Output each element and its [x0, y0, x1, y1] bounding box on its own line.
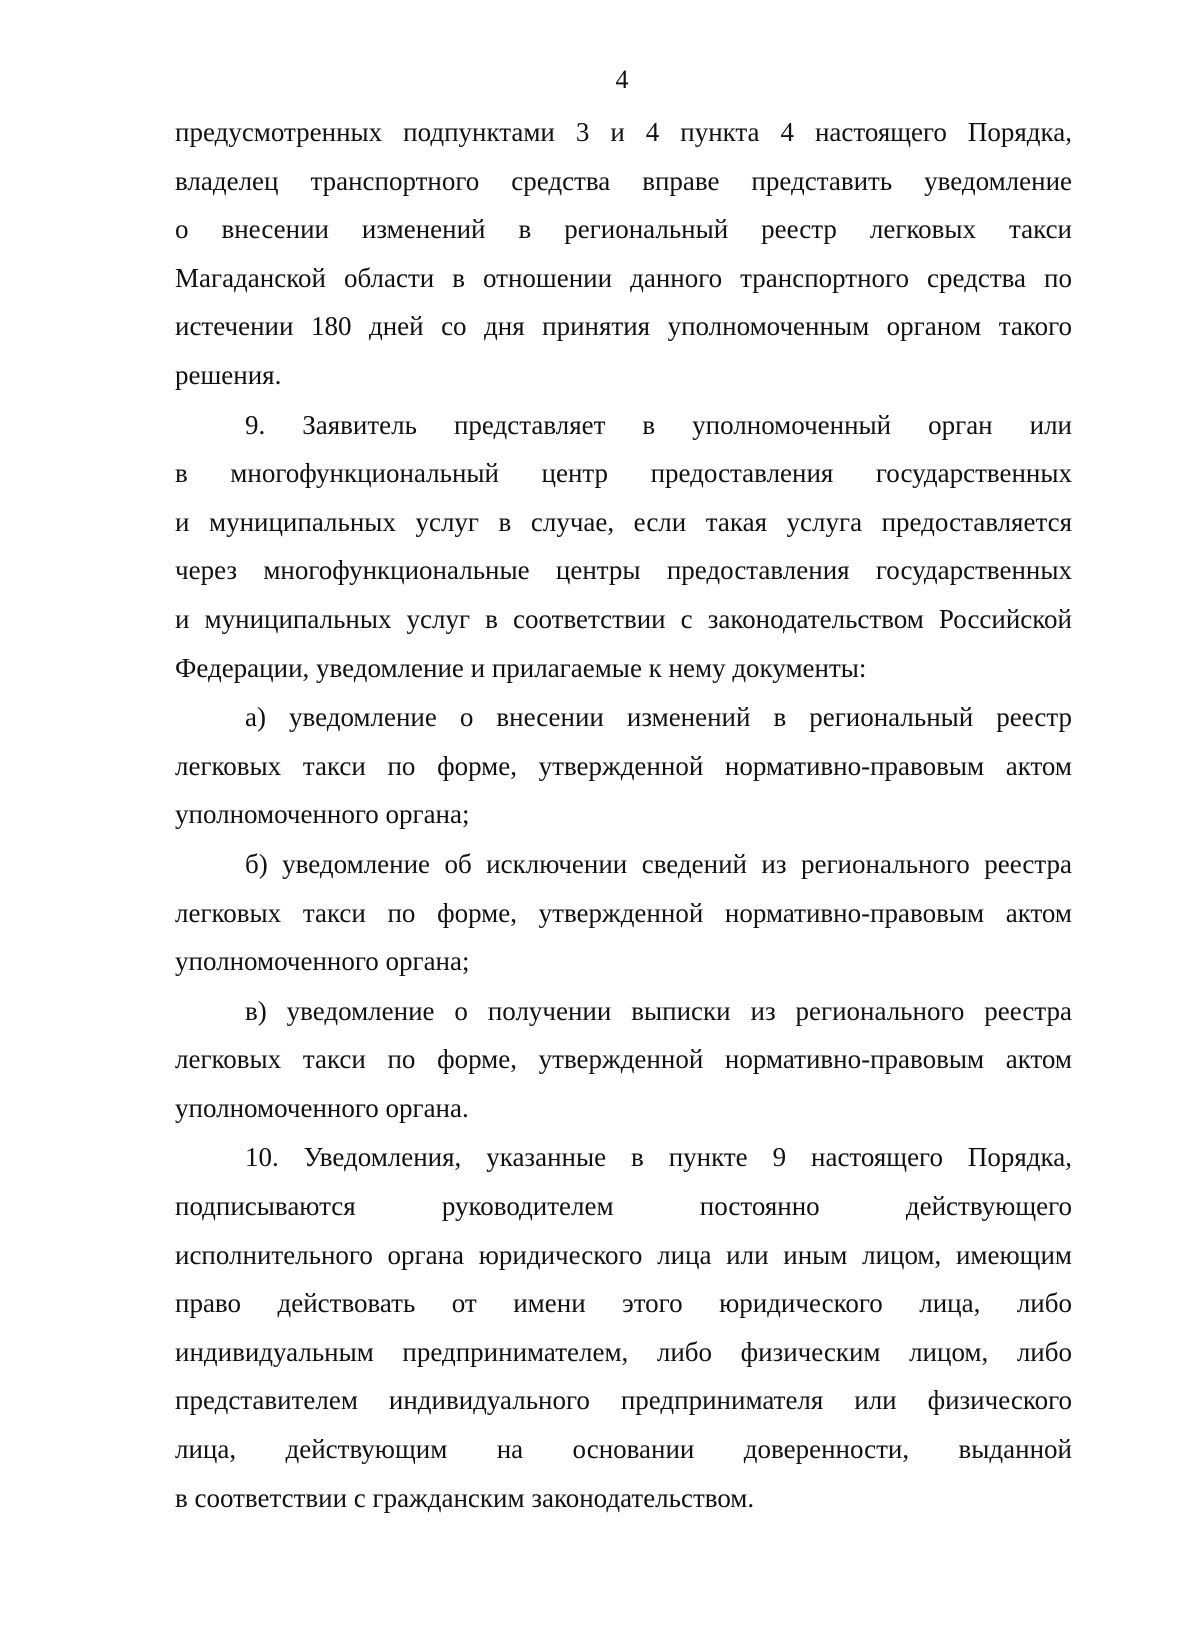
text-line: легковых такси по форме, утвержденной нормативно-правовым актом — [175, 1044, 1072, 1075]
text-line: легковых такси по форме, утвержденной нормативно-правовым актом — [175, 750, 1072, 781]
text-line: предусмотренных подпунктами 3 и 4 пункта 4 настоящего Порядка, — [175, 117, 1072, 147]
text-line: и муниципальных услуг в соответствии с законодательством Российской — [175, 603, 1072, 634]
text-line: уполномоченного органа. — [175, 1092, 469, 1123]
text-line: в соответствии с гражданским законодательством. — [175, 1482, 755, 1513]
text-line: право действовать от имени этого юридического лица, либо — [175, 1288, 1072, 1319]
text-line: и муниципальных услуг в случае, если такая услуга предоставляется — [175, 506, 1072, 537]
text-line: исполнительного органа юридического лица или иным лицом, имеющим — [175, 1239, 1072, 1270]
text-line: через многофункциональные центры предоставления государственных — [175, 555, 1072, 586]
text-line: Магаданской области в отношении данного транспортного средства по — [175, 262, 1072, 293]
text-line: 10. Уведомления, указанные в пункте 9 настоящего Порядка, — [245, 1142, 1072, 1173]
text-line: уполномоченного органа; — [175, 946, 470, 977]
text-line: уполномоченного органа; — [175, 799, 470, 830]
text-line: подписываются руководителем постоянно действующего — [175, 1191, 1072, 1222]
text-line: владелец транспортного средства вправе представить уведомление — [175, 165, 1072, 196]
text-line: Федерации, уведомление и прилагаемые к нему документы: — [175, 652, 867, 683]
text-line: а) уведомление о внесении изменений в региональный реестр — [245, 702, 1072, 733]
text-line: решения. — [175, 359, 282, 390]
text-line: 9. Заявитель представляет в уполномоченный орган или — [245, 409, 1072, 440]
text-line: в многофункциональный центр предоставления государственных — [175, 458, 1072, 489]
text-line: индивидуальным предпринимателем, либо физическим лицом, либо — [175, 1336, 1072, 1367]
text-line: лица, действующим на основании доверенности, выданной — [175, 1434, 1072, 1465]
text-line: о внесении изменений в региональный реестр легковых такси — [175, 214, 1072, 245]
text-line: легковых такси по форме, утвержденной нормативно-правовым актом — [175, 897, 1072, 928]
document-body — [175, 108, 1072, 1522]
text-line: в) уведомление о получении выписки из регионального реестра — [245, 995, 1072, 1026]
text-line: представителем индивидуального предпринимателя или физического — [175, 1385, 1072, 1416]
text-line: истечении 180 дней со дня принятия уполномоченным органом такого — [175, 311, 1072, 342]
page-number: 4 — [615, 65, 629, 94]
text-line: б) уведомление об исключении сведений из регионального реестра — [245, 848, 1072, 879]
